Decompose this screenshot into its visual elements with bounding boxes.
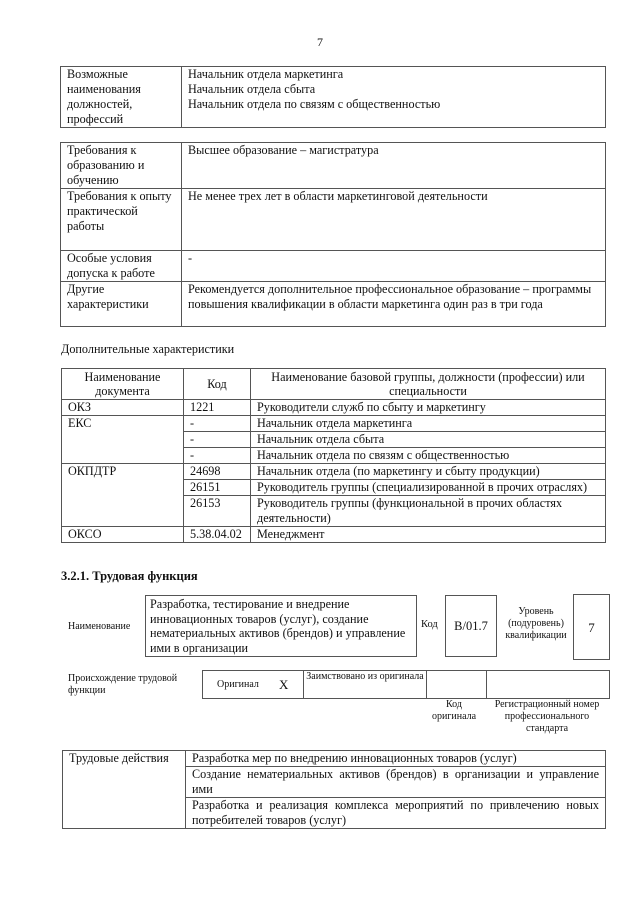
table-row xyxy=(61,67,606,128)
table-row xyxy=(62,400,606,416)
requirement-label: Требования к опыту практической работы xyxy=(61,189,182,251)
code-cell: 26153 xyxy=(184,496,251,527)
code-cell: - xyxy=(184,432,251,448)
labor-actions-label: Трудовые действия xyxy=(63,751,186,829)
labor-function-heading: 3.2.1. Трудовая функция xyxy=(61,569,198,583)
origin-reg-caption: Регистрационный номер профессионального стандарта xyxy=(494,699,600,734)
requirement-label: Требования к образованию и обучению xyxy=(61,143,182,189)
name-cell: Начальник отдела по связям с общественностью xyxy=(251,448,606,464)
column-header: Код xyxy=(184,369,251,400)
positions-table xyxy=(60,66,606,128)
origin-borrowed-cell: Заимствовано из оригинала xyxy=(304,671,427,698)
level-label: Уровень (подуровень) квалификации xyxy=(505,606,567,641)
labor-action-item: Разработка и реализация комплекса мероприятий по привлечению новых потребителей товаров (услуг) xyxy=(186,798,606,829)
name-cell: Начальник отдела сбыта xyxy=(251,432,606,448)
positions-values xyxy=(182,67,606,128)
name-cell: Начальник отдела (по маркетингу и сбыту продукции) xyxy=(251,464,606,480)
origin-original-label: Оригинал xyxy=(217,678,259,690)
table-row xyxy=(62,527,606,543)
code-cell: 1221 xyxy=(184,400,251,416)
name-cell: Начальник отдела маркетинга xyxy=(251,416,606,432)
doc-cell: ОКЗ xyxy=(62,400,184,416)
labor-action-item: Создание нематериальных активов (брендов) в организации и управление ими xyxy=(186,767,606,798)
name-cell: Руководитель группы (специализированной в прочих отраслях) xyxy=(251,480,606,496)
table-header-row xyxy=(62,369,606,400)
origin-reg-number-cell xyxy=(487,671,609,698)
code-cell: - xyxy=(184,448,251,464)
column-header: Наименование базовой группы, должности (профессии) или специальности xyxy=(251,369,606,400)
position-item: Начальник отдела сбыта xyxy=(188,82,316,96)
requirement-value: Не менее трех лет в области маркетинговой деятельности xyxy=(182,189,606,251)
name-cell: Руководитель группы (функциональной в прочих областях деятельности) xyxy=(251,496,606,527)
table-row xyxy=(62,464,606,480)
code-label: Код xyxy=(421,619,438,630)
column-header: Наименование документа xyxy=(62,369,184,400)
table-row xyxy=(61,251,606,282)
origin-original-cell xyxy=(203,671,304,698)
additional-characteristics-table xyxy=(61,368,606,543)
name-cell: Руководители служб по сбыту и маркетингу xyxy=(251,400,606,416)
doc-cell: ОКПДТР xyxy=(62,464,184,527)
requirement-label: Другие характеристики xyxy=(61,282,182,327)
name-cell: Менеджмент xyxy=(251,527,606,543)
labor-function-name-box: Разработка, тестирование и внедрение инновационных товаров (услуг), создание нематериальных активов (брендов) и управление ими в организации xyxy=(145,595,417,657)
additional-characteristics-title: Дополнительные характеристики xyxy=(61,342,235,356)
page-number: 7 xyxy=(317,35,323,49)
requirement-value: - xyxy=(182,251,606,282)
labor-action-item: Разработка мер по внедрению инновационных товаров (услуг) xyxy=(186,751,606,767)
labor-actions-table xyxy=(62,750,606,829)
requirement-label: Особые условия допуска к работе xyxy=(61,251,182,282)
origin-mark: X xyxy=(279,677,289,692)
qualification-level-box: 7 xyxy=(573,594,610,660)
table-row xyxy=(61,189,606,251)
position-item: Начальник отдела по связям с общественностью xyxy=(188,97,441,111)
positions-label: Возможные наименования должностей, профессий xyxy=(61,67,182,128)
requirement-value: Рекомендуется дополнительное профессиональное образование – программы повышения квалификации в области маркетинга один раз в три года xyxy=(182,282,606,327)
name-label: Наименование xyxy=(68,621,131,632)
code-cell: 5.38.04.02 xyxy=(184,527,251,543)
table-row xyxy=(61,143,606,189)
requirement-value: Высшее образование – магистратура xyxy=(182,143,606,189)
origin-code-caption: Код оригинала xyxy=(431,699,477,722)
table-row xyxy=(61,282,606,327)
origin-table xyxy=(202,670,610,699)
requirements-table xyxy=(60,142,606,327)
position-item: Начальник отдела маркетинга xyxy=(188,67,344,81)
origin-label: Происхождение трудовой функции xyxy=(68,673,178,696)
code-cell: 24698 xyxy=(184,464,251,480)
labor-function-code-box: B/01.7 xyxy=(445,595,497,657)
code-cell: 26151 xyxy=(184,480,251,496)
table-row xyxy=(62,416,606,432)
table-row xyxy=(63,751,606,767)
code-cell: - xyxy=(184,416,251,432)
origin-code-cell xyxy=(427,671,487,698)
doc-cell: ОКСО xyxy=(62,527,184,543)
doc-cell: ЕКС xyxy=(62,416,184,464)
